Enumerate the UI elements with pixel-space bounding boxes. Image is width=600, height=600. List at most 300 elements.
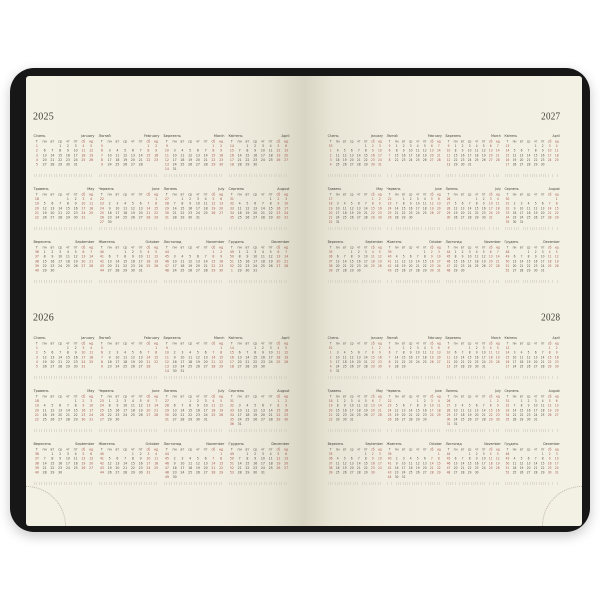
date-cell (518, 273, 525, 278)
date-cell: 5 (350, 201, 353, 206)
week-row (228, 273, 290, 278)
date-cell: 11 (408, 461, 413, 466)
date-cell: 27 (488, 263, 493, 268)
week-row (98, 475, 160, 480)
date-cell: 27 (519, 162, 524, 167)
date-cell: 29 (65, 215, 70, 220)
date-cell: 5 (155, 250, 158, 255)
week-row (228, 369, 290, 374)
ticks-ruler (505, 227, 559, 230)
weekday-label: нд (283, 447, 289, 452)
date-cell (435, 273, 442, 278)
weekday-label: чт (357, 394, 361, 399)
date-cell: 29 (245, 162, 250, 167)
date-cell: 10 (349, 403, 354, 408)
date-cell: 4 (527, 201, 530, 206)
date-cell (539, 422, 546, 427)
date-cell: 29 (211, 162, 216, 167)
date-cell: 27 (42, 162, 47, 167)
date-cell (400, 369, 407, 374)
date-cell (348, 273, 355, 278)
date-cell: 26 (429, 210, 434, 215)
date-cell: 20 (195, 157, 200, 162)
month-block (33, 186, 95, 239)
week-number: 28 (164, 403, 169, 408)
date-cell: 15 (253, 355, 258, 360)
month-name-en: February (427, 336, 442, 340)
date-cell: 7 (204, 254, 207, 259)
date-cell: 25 (188, 364, 193, 369)
date-cell (393, 220, 400, 225)
week-number: 24 (387, 408, 392, 413)
calendar-quarter-row (327, 239, 560, 292)
date-cell: 7 (364, 350, 367, 355)
date-cell (179, 422, 187, 427)
weekday-label: чт (131, 139, 135, 144)
weekday-label: пт (138, 139, 143, 144)
month-name-en: May (87, 389, 95, 393)
date-cell: 12 (429, 201, 434, 206)
date-cell: 14 (245, 355, 250, 360)
date-cell: 9 (409, 201, 412, 206)
date-cell: 22 (146, 157, 151, 162)
weekday-label: пт (203, 192, 208, 197)
date-cell: 4 (409, 456, 412, 461)
week-number: 22 (328, 220, 333, 225)
month-name-ua: Вересень (327, 240, 344, 244)
date-cell: 25 (342, 215, 347, 220)
date-cell: 12 (349, 355, 354, 360)
date-cell: 11 (335, 461, 340, 466)
ticks-ruler (99, 429, 159, 432)
date-cell: 8 (277, 403, 280, 408)
date-cell (494, 422, 501, 427)
date-cell: 24 (467, 263, 472, 268)
week-row (504, 422, 560, 427)
date-cell: 5 (527, 350, 530, 355)
date-cell: 11 (488, 350, 493, 355)
date-cell (49, 167, 57, 172)
date-cell: 4 (238, 201, 241, 206)
month-block (386, 441, 442, 494)
date-cell: 27 (453, 470, 458, 475)
date-cell: 13 (138, 206, 143, 211)
date-cell: 6 (520, 148, 523, 153)
ticks-ruler (446, 227, 500, 230)
week-number: 39 (387, 250, 392, 255)
weekday-label: пт (540, 447, 545, 452)
date-cell: 5 (74, 250, 77, 255)
week-number: 39 (34, 263, 39, 268)
weekday-label: пн (512, 394, 517, 399)
date-cell: 24 (203, 412, 208, 417)
date-cell (553, 422, 560, 427)
date-cell: 31 (89, 417, 94, 422)
date-cell: 4 (124, 350, 127, 355)
date-cell: 1 (364, 144, 367, 149)
date-cell: 17 (58, 259, 63, 264)
week-column-header: Т (388, 192, 391, 197)
date-cell: 6 (489, 250, 492, 255)
week-number: 11 (164, 153, 169, 158)
week-number: 11 (446, 153, 451, 158)
date-cell: 7 (147, 350, 150, 355)
weekday-label: сб (371, 139, 375, 144)
date-cell (341, 475, 348, 480)
date-cell (518, 167, 525, 172)
weekday-label: нд (218, 341, 224, 346)
weekday-label: ср (253, 394, 258, 399)
date-cell: 2 (475, 452, 478, 457)
date-cell: 23 (188, 210, 193, 215)
date-cell: 15 (554, 206, 559, 211)
date-cell: 3 (147, 452, 150, 457)
week-number: 26 (387, 215, 392, 220)
date-cell: 8 (51, 456, 54, 461)
weekday-label: нд (153, 139, 159, 144)
date-cell: 24 (58, 263, 63, 268)
weekday-label: чт (416, 192, 420, 197)
date-cell: 5 (555, 250, 558, 255)
ticks-ruler (99, 174, 159, 177)
date-cell (428, 475, 435, 480)
week-number: 1 (329, 148, 332, 153)
date-cell: 2 (541, 144, 544, 149)
date-cell (49, 475, 57, 480)
date-cell: 10 (180, 355, 185, 360)
date-cell: 25 (180, 162, 185, 167)
month-name-en: February (143, 336, 160, 340)
date-cell: 10 (237, 408, 242, 413)
month-name-ua: Грудень (228, 442, 244, 446)
date-cell: 7 (395, 350, 398, 355)
date-cell: 10 (260, 148, 265, 153)
week-number: 22 (99, 197, 104, 202)
date-cell: 23 (107, 364, 112, 369)
date-cell: 8 (131, 456, 134, 461)
date-cell: 2 (402, 144, 405, 149)
date-cell: 30 (50, 268, 55, 273)
date-cell: 3 (520, 201, 523, 206)
date-cell: 4 (489, 452, 492, 457)
date-cell (267, 220, 275, 225)
date-cell (114, 220, 122, 225)
date-cell: 5 (269, 250, 272, 255)
date-cell (152, 422, 160, 427)
date-cell: 28 (138, 162, 143, 167)
week-number: 2 (329, 153, 332, 158)
week-number: 45 (446, 254, 451, 259)
date-cell: 13 (526, 461, 531, 466)
date-cell (114, 422, 122, 427)
date-cell (210, 422, 218, 427)
date-cell (259, 369, 267, 374)
date-cell: 25 (474, 157, 479, 162)
week-number: 5 (388, 346, 391, 351)
date-cell (251, 273, 259, 278)
date-cell: 17 (415, 206, 420, 211)
date-cell: 27 (107, 268, 112, 273)
year-calendar-grid (33, 335, 290, 494)
date-cell: 13 (488, 148, 493, 153)
date-cell (179, 475, 187, 480)
date-cell: 3 (336, 201, 339, 206)
week-number: 7 (100, 153, 103, 158)
date-cell: 11 (237, 206, 242, 211)
date-cell (494, 273, 501, 278)
weekday-label: пт (138, 341, 143, 346)
date-cell: 9 (402, 148, 405, 153)
date-cell: 29 (526, 268, 531, 273)
date-cell (72, 167, 80, 172)
date-cell: 23 (429, 263, 434, 268)
date-cell: 14 (203, 259, 208, 264)
date-cell: 24 (377, 465, 382, 470)
date-cell: 21 (547, 210, 552, 215)
date-cell: 7 (116, 254, 119, 259)
date-cell: 10 (89, 403, 94, 408)
date-cell (145, 220, 153, 225)
date-cell: 28 (211, 470, 216, 475)
week-number: 15 (505, 153, 510, 158)
date-cell: 24 (540, 263, 545, 268)
date-cell (362, 220, 369, 225)
weekday-label: вт (180, 341, 185, 346)
date-cell: 26 (401, 268, 406, 273)
month-name-ua: Жовтень (98, 442, 116, 446)
date-cell: 12 (533, 206, 538, 211)
date-cell: 22 (547, 359, 552, 364)
date-cell: 19 (245, 210, 250, 215)
date-cell: 1 (520, 399, 523, 404)
date-cell: 21 (436, 153, 441, 158)
week-number: 7 (388, 355, 391, 360)
week-number (33, 167, 41, 172)
week-number: 25 (387, 412, 392, 417)
date-cell: 14 (547, 206, 552, 211)
month-name-ua: Березень (163, 336, 181, 340)
date-cell: 29 (370, 364, 375, 369)
date-cell: 25 (356, 412, 361, 417)
week-number (386, 273, 393, 278)
date-cell (341, 273, 348, 278)
date-cell (217, 273, 225, 278)
week-column-header: Т (388, 139, 391, 144)
date-cell (137, 475, 145, 480)
week-column-header: Т (447, 341, 450, 346)
date-cell: 5 (196, 456, 199, 461)
date-cell: 23 (401, 157, 406, 162)
date-cell: 14 (356, 461, 361, 466)
date-cell: 14 (89, 254, 94, 259)
week-number: 31 (446, 422, 451, 427)
week-column-header: Т (230, 394, 233, 399)
date-cell (466, 273, 473, 278)
date-cell (414, 167, 421, 172)
date-cell: 6 (437, 197, 440, 202)
date-cell (152, 475, 160, 480)
date-cell: 10 (284, 201, 289, 206)
date-cell: 24 (467, 157, 472, 162)
date-cell: 25 (188, 470, 193, 475)
weekday-label: ср (58, 192, 63, 197)
date-cell: 23 (172, 470, 177, 475)
date-cell: 3 (254, 250, 257, 255)
date-cell: 11 (474, 148, 479, 153)
date-cell: 18 (526, 210, 531, 215)
month-name-en: February (143, 134, 160, 138)
month-name-ua: Лютий (98, 336, 111, 340)
date-cell: 1 (454, 250, 457, 255)
date-cell: 3 (196, 197, 199, 202)
month-block (445, 133, 501, 186)
week-number: 30 (505, 197, 510, 202)
weekday-label: ср (350, 245, 354, 250)
date-cell: 7 (513, 403, 516, 408)
weekday-label: нд (88, 245, 94, 250)
date-cell (376, 422, 383, 427)
date-cell: 11 (123, 355, 128, 360)
week-number (98, 475, 106, 480)
date-cell (106, 422, 114, 427)
weekday-label: пн (172, 394, 177, 399)
date-cell (275, 273, 283, 278)
weekday-label: чт (131, 394, 135, 399)
week-number: 52 (505, 268, 510, 273)
week-row (228, 475, 290, 480)
date-cell (87, 369, 95, 374)
date-cell: 28 (268, 417, 273, 422)
date-cell: 25 (474, 263, 479, 268)
month-name-ua: Липень (445, 389, 458, 393)
weekday-label: ср (526, 245, 531, 250)
date-cell: 24 (481, 359, 486, 364)
date-cell: 9 (108, 355, 111, 360)
date-cell: 25 (89, 359, 94, 364)
week-number: 49 (229, 250, 234, 255)
date-cell: 26 (73, 263, 78, 268)
week-column-header: Т (329, 192, 332, 197)
date-cell: 14 (123, 461, 128, 466)
date-cell: 30 (260, 364, 265, 369)
week-number: 17 (328, 197, 333, 202)
date-cell: 18 (89, 355, 94, 360)
date-cell: 13 (203, 461, 208, 466)
date-cell: 21 (526, 157, 531, 162)
date-cell: 6 (204, 456, 207, 461)
date-cell: 3 (482, 346, 485, 351)
date-cell: 24 (123, 412, 128, 417)
date-cell: 1 (454, 144, 457, 149)
date-cell: 7 (527, 148, 530, 153)
date-cell: 16 (260, 355, 265, 360)
date-cell: 29 (422, 268, 427, 273)
week-number: 6 (388, 148, 391, 153)
date-cell: 8 (395, 148, 398, 153)
date-cell: 24 (89, 412, 94, 417)
weekday-label: пн (172, 245, 177, 250)
date-cell: 14 (260, 206, 265, 211)
date-cell: 31 (284, 215, 289, 220)
week-number: 12 (164, 359, 169, 364)
date-cell: 17 (453, 412, 458, 417)
week-number: 5 (388, 144, 391, 149)
weekday-label: пт (481, 341, 486, 346)
date-cell (459, 422, 466, 427)
date-cell: 28 (495, 263, 500, 268)
date-cell: 1 (212, 144, 215, 149)
date-cell: 20 (50, 359, 55, 364)
date-cell: 28 (115, 268, 120, 273)
calendar-quarter-row (33, 441, 290, 494)
week-column-header: Т (506, 192, 509, 197)
date-cell: 28 (42, 470, 47, 475)
date-cell: 17 (253, 259, 258, 264)
month-name-en: December (543, 442, 560, 446)
date-cell: 3 (402, 456, 405, 461)
date-cell (121, 369, 129, 374)
date-cell: 22 (370, 210, 375, 215)
weekday-label: вт (343, 139, 347, 144)
date-cell: 7 (212, 350, 215, 355)
week-column-header: Т (100, 192, 103, 197)
weekday-label: нд (153, 192, 159, 197)
date-cell: 16 (284, 408, 289, 413)
date-cell: 9 (343, 403, 346, 408)
date-cell: 19 (533, 210, 538, 215)
date-cell: 24 (554, 465, 559, 470)
month-name-ua: Квітень (228, 134, 243, 138)
right-page (304, 76, 582, 526)
date-cell (452, 369, 459, 374)
date-cell: 4 (475, 144, 478, 149)
date-cell (518, 422, 525, 427)
calendar-quarter-row (33, 133, 290, 186)
weekday-label: ср (253, 139, 258, 144)
weekday-label: вт (245, 245, 250, 250)
date-cell (106, 369, 114, 374)
date-cell (49, 273, 57, 278)
date-cell: 26 (547, 412, 552, 417)
date-cell: 17 (540, 259, 545, 264)
weekday-label: пн (512, 447, 517, 452)
date-cell: 19 (422, 153, 427, 158)
date-cell: 13 (436, 201, 441, 206)
ticks-ruler (446, 482, 500, 485)
weekday-label: ср (58, 394, 63, 399)
date-cell: 28 (237, 162, 242, 167)
date-cell: 8 (402, 350, 405, 355)
weekday-label: пт (481, 245, 486, 250)
weekday-label: ср (467, 192, 472, 197)
weekday-label: пт (268, 192, 273, 197)
date-cell: 1 (555, 197, 558, 202)
date-cell (80, 475, 88, 480)
weekday-label: сб (211, 245, 216, 250)
date-cell: 30 (342, 417, 347, 422)
weekday-label: чт (261, 447, 265, 452)
date-cell: 26 (415, 470, 420, 475)
date-cell: 13 (512, 259, 517, 264)
weekday-label: пн (335, 139, 340, 144)
month-name-ua: Березень (445, 336, 462, 340)
date-cell: 27 (115, 470, 120, 475)
weekday-label: пн (394, 245, 399, 250)
weekday-label: нд (218, 245, 224, 250)
weekday-label: пн (237, 192, 242, 197)
date-cell: 5 (378, 250, 381, 255)
date-cell: 18 (268, 461, 273, 466)
